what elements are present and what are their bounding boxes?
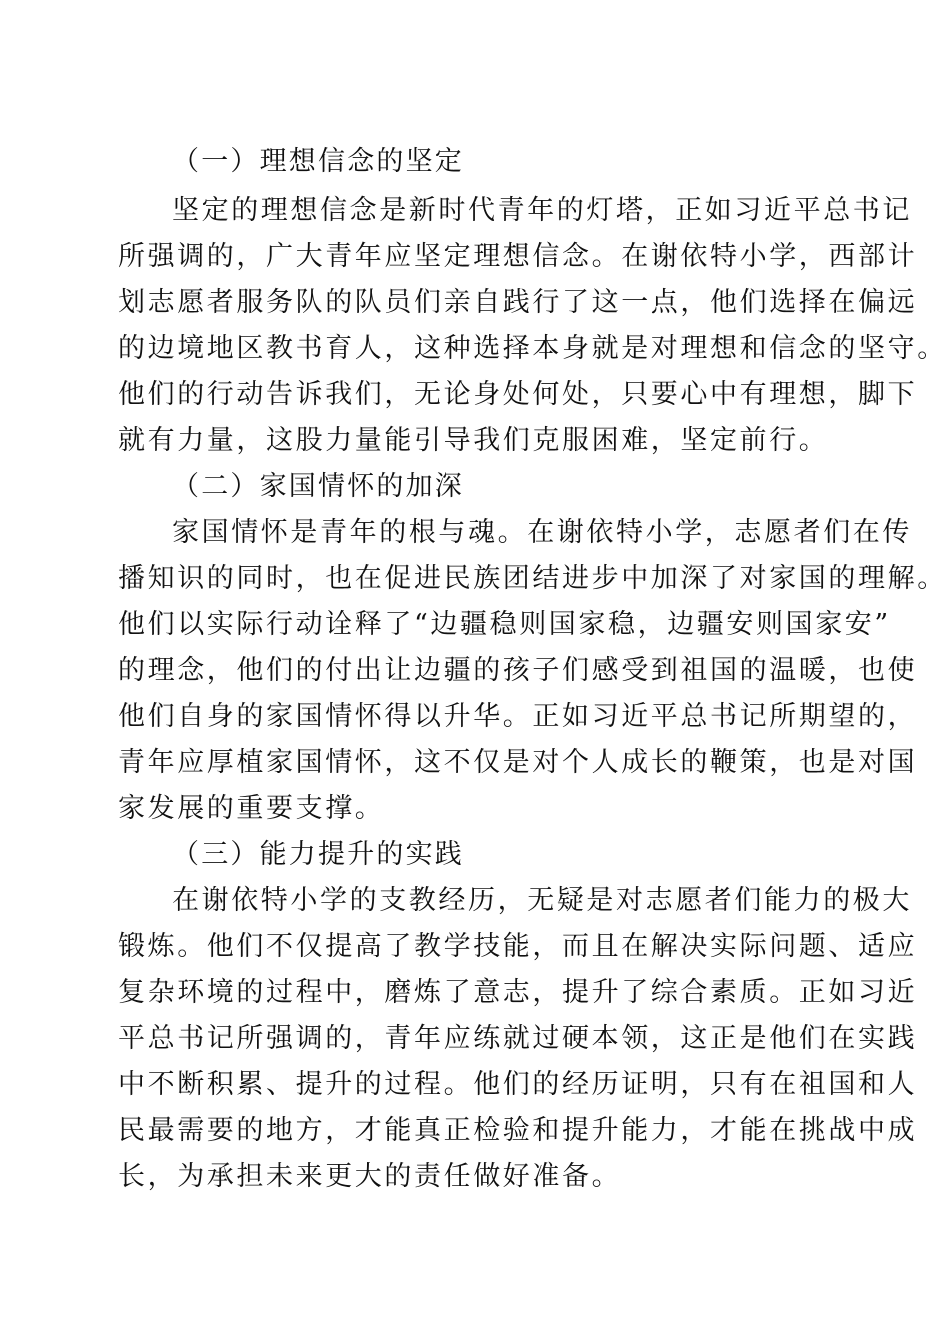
paragraph-line: 他们的行动告诉我们，无论身处何处，只要心中有理想，脚下 bbox=[118, 379, 918, 410]
section-heading-2: （二）家国情怀的加深 bbox=[172, 471, 464, 502]
paragraph-line: 的理念，他们的付出让边疆的孩子们感受到祖国的温暖，也使 bbox=[118, 655, 918, 686]
paragraph-line: 青年应厚植家国情怀，这不仅是对个人成长的鞭策，也是对国 bbox=[118, 747, 918, 778]
paragraph-line: 所强调的，广大青年应坚定理想信念。在谢依特小学，西部计 bbox=[118, 241, 918, 272]
paragraph-line: 他们以实际行动诠释了“边疆稳则国家稳，边疆安则国家安” bbox=[118, 609, 891, 640]
paragraph-line: 在谢依特小学的支教经历，无疑是对志愿者们能力的极大 bbox=[172, 885, 912, 916]
paragraph-line: 家发展的重要支撑。 bbox=[118, 793, 385, 824]
paragraph-line: 划志愿者服务队的队员们亲自践行了这一点，他们选择在偏远 bbox=[118, 287, 918, 318]
section-heading-3: （三）能力提升的实践 bbox=[172, 839, 464, 870]
paragraph-line: 长，为承担未来更大的责任做好准备。 bbox=[118, 1161, 622, 1192]
paragraph-line: 中不断积累、提升的过程。他们的经历证明，只有在祖国和人 bbox=[118, 1069, 918, 1100]
paragraph-line: 民最需要的地方，才能真正检验和提升能力，才能在挑战中成 bbox=[118, 1115, 918, 1146]
paragraph-line: 平总书记所强调的，青年应练就过硬本领，这正是他们在实践 bbox=[118, 1023, 918, 1054]
section-heading-1: （一）理想信念的坚定 bbox=[172, 146, 464, 177]
paragraph-line: 就有力量，这股力量能引导我们克服困难，坚定前行。 bbox=[118, 425, 829, 456]
paragraph-line: 播知识的同时，也在促进民族团结进步中加深了对家国的理解。 bbox=[118, 563, 947, 594]
paragraph-line: 复杂环境的过程中，磨炼了意志，提升了综合素质。正如习近 bbox=[118, 977, 918, 1008]
paragraph-line: 家国情怀是青年的根与魂。在谢依特小学，志愿者们在传 bbox=[172, 517, 912, 548]
paragraph-line: 他们自身的家国情怀得以升华。正如习近平总书记所期望的， bbox=[118, 701, 918, 732]
paragraph-line: 坚定的理想信念是新时代青年的灯塔，正如习近平总书记 bbox=[172, 195, 912, 226]
paragraph-line: 的边境地区教书育人，这种选择本身就是对理想和信念的坚守。 bbox=[118, 333, 947, 364]
paragraph-line: 锻炼。他们不仅提高了教学技能，而且在解决实际问题、适应 bbox=[118, 931, 918, 962]
